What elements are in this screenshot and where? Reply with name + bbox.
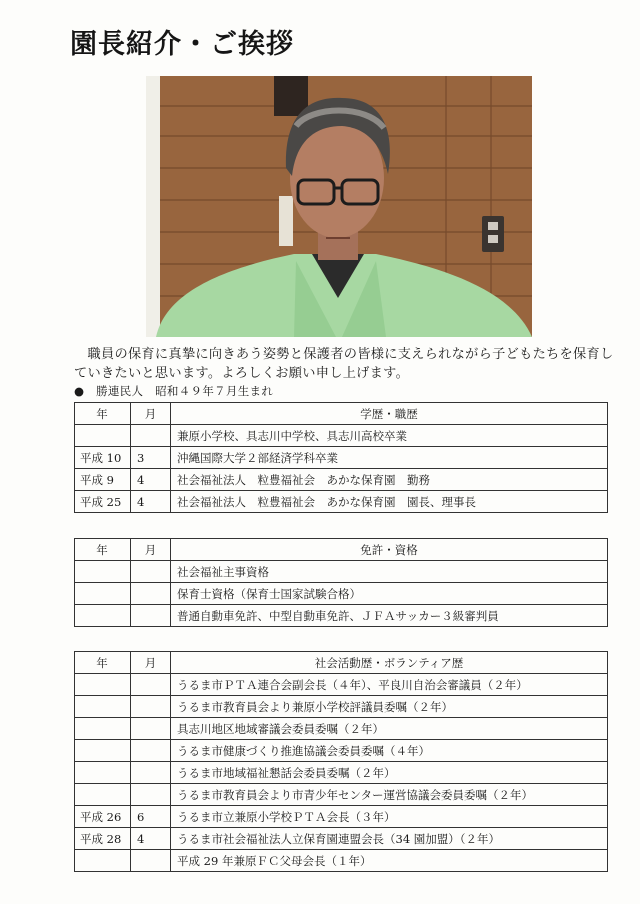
content-cell: うるま市教育員会より市青少年センター運営協議会委員委嘱（２年）: [171, 784, 608, 806]
month-cell: [131, 740, 171, 762]
month-cell: [131, 605, 171, 627]
year-header: 年: [75, 539, 131, 561]
table-row: [75, 447, 608, 469]
year-cell: [75, 605, 131, 627]
month-cell: [131, 850, 171, 872]
content-cell: 普通自動車免許、中型自動車免許、ＪＦＡサッカー３級審判員: [171, 605, 608, 627]
year-cell: [75, 561, 131, 583]
month-cell: 3: [131, 447, 171, 469]
table-row: [75, 718, 608, 740]
content-cell: うるま市ＰＴＡ連合会副会長（４年）、平良川自治会審議員（２年）: [171, 674, 608, 696]
content-cell: うるま市社会福祉法人立保育園連盟会長（34 園加盟）（２年）: [171, 828, 608, 850]
month-cell: [131, 425, 171, 447]
content-cell: うるま市教育員会より兼原小学校評議員委嘱（２年）: [171, 696, 608, 718]
page-title: 園長紹介・ご挨拶: [70, 29, 294, 60]
content-cell: 兼原小学校、具志川中学校、具志川高校卒業: [171, 425, 608, 447]
year-cell: [75, 718, 131, 740]
content-cell: 社会福祉法人 粒豊福祉会 あかな保育園 園長、理事長: [171, 491, 608, 513]
greeting-message: 職員の保育に真摯に向きあう姿勢と保護者の皆様に支えられながら子どもたちを保育していきたいと思います。よろしくお願い申し上げます。: [74, 347, 614, 381]
content-cell: 保育士資格（保育士国家試験合格）: [171, 583, 608, 605]
table-row: [75, 491, 608, 513]
table-row: [75, 806, 608, 828]
month-cell: [131, 674, 171, 696]
license-qualification-table: [74, 538, 608, 627]
content-header: 学歴・職歴: [171, 403, 608, 425]
content-cell: 社会福祉主事資格: [171, 561, 608, 583]
year-cell: [75, 762, 131, 784]
year-cell: 平成 9: [75, 469, 131, 491]
year-cell: [75, 850, 131, 872]
month-cell: [131, 583, 171, 605]
table-row: [75, 425, 608, 447]
content-cell: 社会福祉法人 粒豊福祉会 あかな保育園 勤務: [171, 469, 608, 491]
month-cell: [131, 696, 171, 718]
year-cell: 平成 28: [75, 828, 131, 850]
content-header: 免許・資格: [171, 539, 608, 561]
year-cell: [75, 784, 131, 806]
social-activity-table: [74, 651, 608, 872]
year-cell: [75, 425, 131, 447]
content-cell: 具志川地区地域審議会委員委嘱（２年）: [171, 718, 608, 740]
year-cell: [75, 696, 131, 718]
year-cell: 平成 26: [75, 806, 131, 828]
table-row: [75, 784, 608, 806]
table-row: [75, 561, 608, 583]
content-cell: うるま市地域福祉懇話会委員委嘱（２年）: [171, 762, 608, 784]
director-profile: ● 勝連民人 昭和４９年７月生まれ: [74, 384, 274, 398]
month-cell: [131, 784, 171, 806]
year-cell: [75, 583, 131, 605]
table-row: [75, 674, 608, 696]
month-cell: 6: [131, 806, 171, 828]
month-cell: [131, 762, 171, 784]
year-cell: 平成 10: [75, 447, 131, 469]
year-header: 年: [75, 652, 131, 674]
month-cell: 4: [131, 491, 171, 513]
table-row: [75, 605, 608, 627]
table-row: [75, 850, 608, 872]
year-cell: [75, 740, 131, 762]
month-header: 月: [131, 652, 171, 674]
table-header-row: [75, 403, 608, 425]
month-cell: 4: [131, 828, 171, 850]
year-cell: [75, 674, 131, 696]
content-header: 社会活動歴・ボランティア歴: [171, 652, 608, 674]
director-photo: [146, 76, 532, 337]
month-header: 月: [131, 539, 171, 561]
content-cell: 沖縄国際大学２部経済学科卒業: [171, 447, 608, 469]
table-header-row: [75, 539, 608, 561]
month-cell: [131, 718, 171, 740]
director-portrait-image: [146, 76, 532, 337]
content-cell: 平成 29 年兼原ＦＣ父母会長（１年）: [171, 850, 608, 872]
content-cell: うるま市立兼原小学校ＰＴＡ会長（３年）: [171, 806, 608, 828]
month-header: 月: [131, 403, 171, 425]
table-row: [75, 469, 608, 491]
table-row: [75, 583, 608, 605]
month-cell: [131, 561, 171, 583]
month-cell: 4: [131, 469, 171, 491]
table-header-row: [75, 652, 608, 674]
table-row: [75, 696, 608, 718]
education-career-table: [74, 402, 608, 513]
table-row: [75, 762, 608, 784]
year-header: 年: [75, 403, 131, 425]
table-row: [75, 740, 608, 762]
content-cell: うるま市健康づくり推進協議会委員委嘱（４年）: [171, 740, 608, 762]
year-cell: 平成 25: [75, 491, 131, 513]
table-row: [75, 828, 608, 850]
